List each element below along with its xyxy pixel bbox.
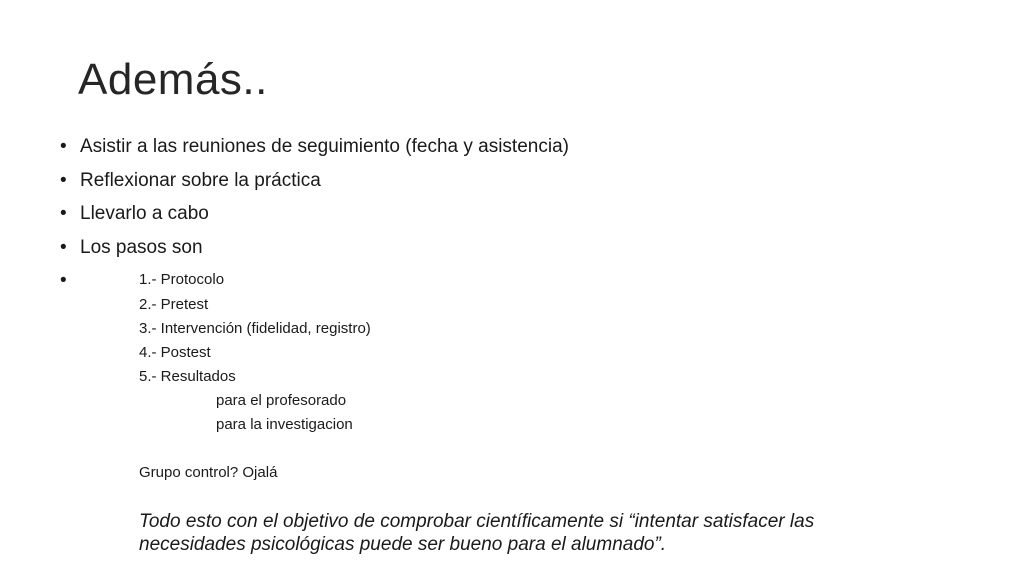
step-1: 1.- Protocolo [139,271,225,288]
bullet-item [60,130,569,164]
bullet-item [60,264,569,298]
bullet-item [60,231,569,265]
control-group-note: Grupo control? Ojalá [139,464,278,481]
bullet-text: Los pasos son [80,236,203,258]
bullet-dot-icon: • [60,136,67,157]
slide-title: Además.. [78,55,268,104]
bullet-dot-icon: • [60,169,67,191]
bullet-dot-icon: • [60,203,67,224]
bullet-text: Asistir a las reuniones de seguimiento (fecha y asistencia) [80,136,569,157]
step-3: 3.- Intervención (fidelidad, registro) [139,320,371,337]
step-4: 4.- Postest [139,344,211,361]
bullet-list [60,130,569,298]
bullet-item [60,164,569,198]
step-5: 5.- Resultados [139,368,236,385]
bullet-item [60,197,569,231]
results-sub-teachers: para el profesorado [216,392,347,409]
bullet-dot-icon: • [60,236,67,258]
conclusion-text: Todo esto con el objetivo de comprobar científicamente si “intentar satisfacer las necesidades psicológicas puede ser bueno para el alumnado”. [139,511,815,555]
bullet-dot-icon: • [60,270,67,291]
bullet-text: Reflexionar sobre la práctica [80,169,321,191]
bullet-text: Llevarlo a cabo [80,203,209,224]
results-sub-research: para la investigacion [216,416,353,433]
step-2: 2.- Pretest [139,296,209,313]
